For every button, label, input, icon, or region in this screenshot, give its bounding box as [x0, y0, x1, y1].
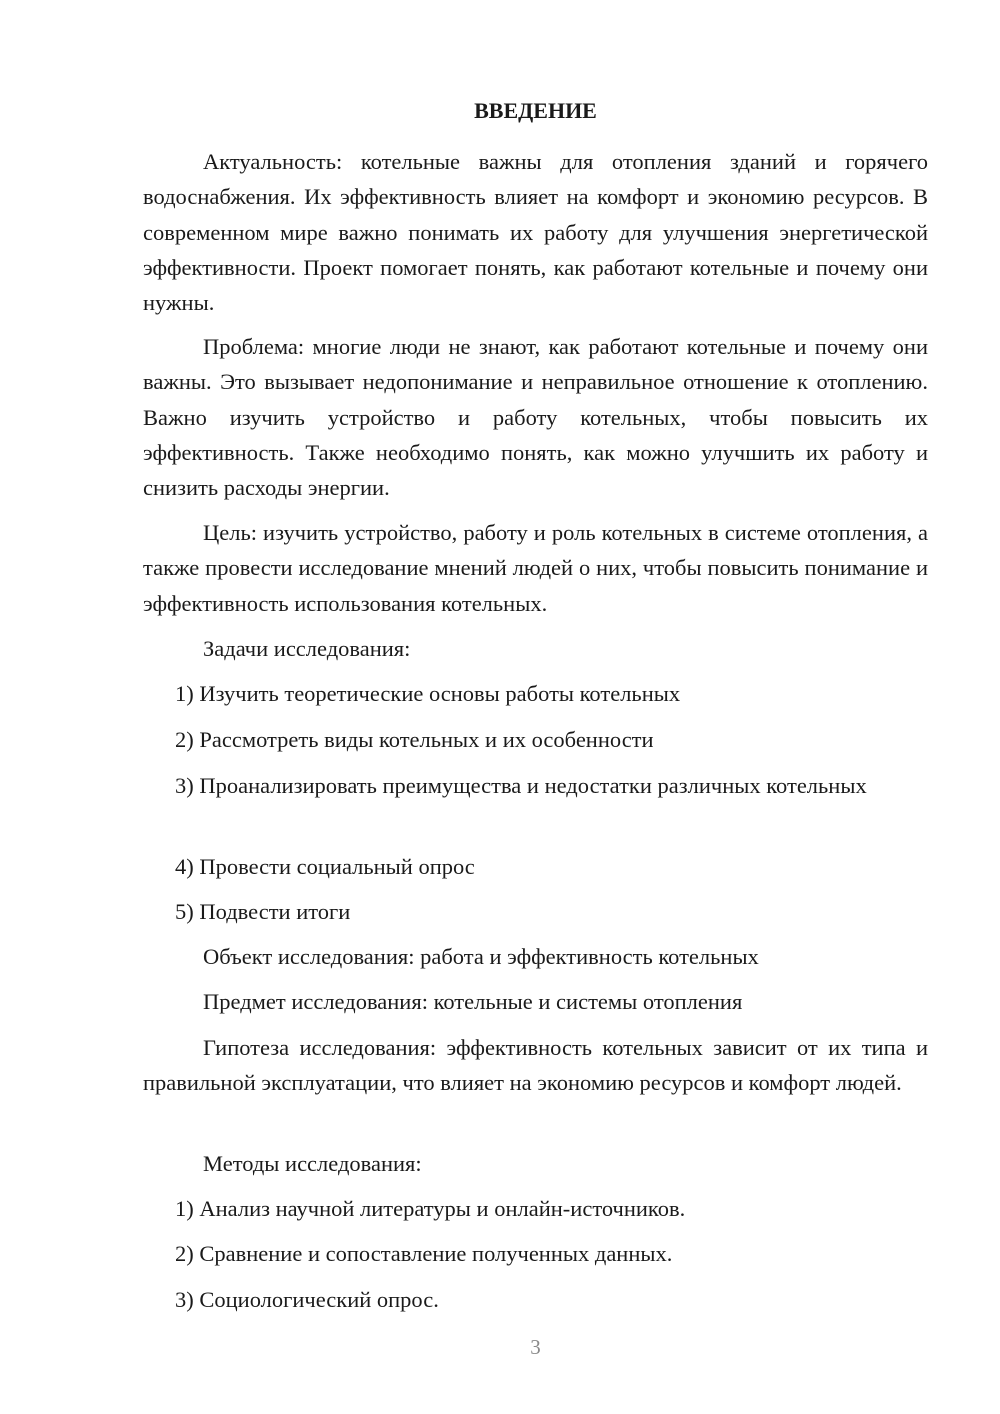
task-item-2: 2) Рассмотреть виды котельных и их особенности	[175, 727, 654, 752]
method-item-3: 3) Социологический опрос.	[175, 1287, 439, 1312]
task-item-1: 1) Изучить теоретические основы работы котельных	[175, 681, 681, 706]
tasks-heading: Задачи исследования:	[203, 636, 411, 661]
relevance-paragraph: Актуальность: котельные важны для отопления зданий и горячего водоснабжения. Их эффективность влияет на комфорт и экономию ресурсов. В современном мире важно понимать их работу для улучшения энергетической эффективности. Проект помогает понять, как работают котельные и почему они нужны.	[143, 149, 928, 316]
goal-paragraph: Цель: изучить устройство, работу и роль котельных в системе отопления, а также провести исследование мнений людей о них, чтобы повысить понимание и эффективность использования котельных.	[143, 520, 928, 616]
method-item-2: 2) Сравнение и сопоставление полученных данных.	[175, 1241, 673, 1266]
object-line: Объект исследования: работа и эффективность котельных	[203, 944, 759, 969]
problem-paragraph: Проблема: многие люди не знают, как работают котельные и почему они важны. Это вызывает недопонимание и неправильное отношение к отоплению. Важно изучить устройство и работу котельных, чтобы повысить их эффективность. Также необходимо понять, как можно улучшить их работу и снизить расходы энергии.	[143, 334, 928, 501]
method-item-1: 1) Анализ научной литературы и онлайн-источников.	[175, 1196, 686, 1221]
document-page	[143, 0, 928, 1414]
hypothesis-paragraph: Гипотеза исследования: эффективность котельных зависит от их типа и правильной эксплуатации, что влияет на экономию ресурсов и комфорт людей.	[143, 1035, 928, 1096]
task-item-3: 3) Проанализировать преимущества и недостатки различных котельных	[175, 773, 867, 798]
task-item-4: 4) Провести социальный опрос	[175, 854, 475, 879]
task-item-5: 5) Подвести итоги	[175, 899, 351, 924]
methods-heading: Методы исследования:	[203, 1151, 422, 1176]
page-title: ВВЕДЕНИЕ	[474, 98, 597, 123]
page-number: 3	[530, 1335, 541, 1359]
subject-line: Предмет исследования: котельные и системы отопления	[203, 989, 743, 1014]
